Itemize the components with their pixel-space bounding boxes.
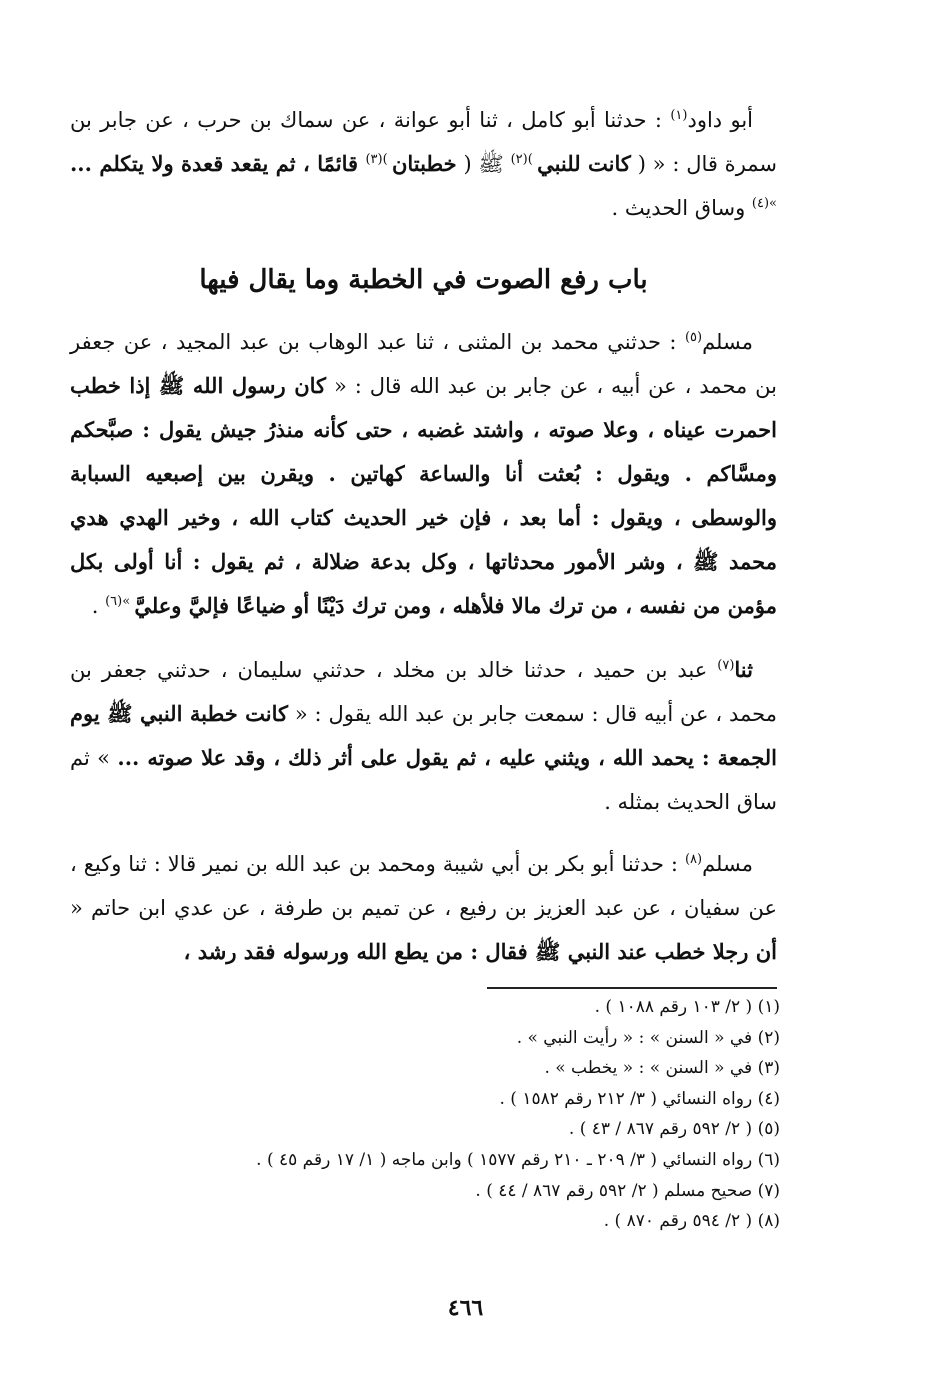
- footnote-3: (٣) في « السنن » : « يخطب » .: [544, 1058, 780, 1079]
- hadith-text: قائمًا ، ثم يقعد قعدة ولا يتكلم ...: [70, 151, 366, 176]
- salutation-text: ﷺ (: [456, 152, 511, 176]
- footnote-8: (٨) ( ٢/ ٥٩٤ رقم ٨٧٠ ) .: [603, 1211, 780, 1232]
- footnotes: [70, 992, 780, 1237]
- paragraph-thana: [70, 648, 777, 824]
- paragraph-muslim-2: [70, 842, 777, 974]
- isnad-text: عبد بن حميد ، حدثنا خالد بن مخلد ، حدثني سليمان ، حدثني جعفر بن محمد ، عن أبيه قال : سمعت جابر بن عبد الله يقول : «: [70, 658, 777, 726]
- footnote-5: (٥) ( ٢/ ٥٩٢ رقم ٨٦٧ / ٤٣ ) .: [568, 1119, 780, 1140]
- narrator-name: ثنا: [734, 657, 753, 682]
- narrator-name: مسلم: [702, 852, 753, 876]
- hadith-text: كانت خطبة النبي ﷺ يوم الجمعة : يحمد الله ، ويثني عليه ، ثم يقول على أثر ذلك ، وقد علا صوته ...: [70, 701, 777, 770]
- isnad-text: : حدثني محمد بن المثنى ، ثنا عبد الوهاب بن عبد المجيد ، عن جعفر بن محمد ، عن أبيه ، عن جابر بن عبد الله قال : «: [70, 330, 777, 398]
- closing-text: .: [91, 594, 106, 618]
- hadith-text: كانت للنبي: [537, 151, 631, 176]
- footnote-ref: (٨): [684, 852, 703, 867]
- footnote-ref: (١): [670, 108, 688, 123]
- isnad-text: : حدثنا أبو كامل ، ثنا أبو عوانة ، عن سماك بن حرب ، عن جابر بن سمرة قال : « (: [70, 108, 778, 176]
- footnote-ref: (٧): [717, 658, 735, 673]
- footnote-6: (٦) رواه النسائي ( ٣/ ٢٠٩ ـ ٢١٠ رقم ١٥٧٧ ) وابن ماجه ( ١/ ١٧ رقم ٤٥ ) .: [256, 1149, 780, 1170]
- isnad-text: : حدثنا أبو بكر بن أبي شيبة ومحمد بن عبد الله بن نمير قالا : ثنا وكيع ، عن سفيان ، عن عبد العزيز بن رفيع ، عن تميم بن طرفة ، عن عدي ابن حاتم «: [70, 852, 777, 920]
- footnote-2: (٢) في « السنن » : « رأيت النبي » .: [516, 1027, 780, 1048]
- footnote-7: (٧) صحيح مسلم ( ٢/ ٥٩٢ رقم ٨٦٧ / ٤٤ ) .: [475, 1180, 780, 1201]
- footnote-ref: »(٤): [751, 196, 777, 211]
- footnote-ref: »(٦): [105, 594, 135, 609]
- page-number: ٤٦٦: [447, 1295, 484, 1321]
- hadith-text: خطبتان: [391, 151, 457, 176]
- footnote-ref: )(٢): [510, 152, 538, 167]
- closing-text: وساق الحديث .: [611, 196, 752, 220]
- hadith-text: أن رجلا خطب عند النبي ﷺ فقال : من يطع الله ورسوله فقد رشد ،: [183, 939, 777, 964]
- hadith-text: كان رسول الله ﷺ إذا خطب احمرت عيناه ، وعلا صوته ، واشتد غضبه ، حتى كأنه منذرُ جيش يقول : صبَّحكم ومسَّاكم . ويقول : بُعثت أنا والساعة كهاتين . ويقرن بين إصبعيه السبابة والوسطى ، ويقول : أما بعد ، فإن خير الحديث كتاب الله ، وخير الهدي هدي محمد ﷺ ، وشر الأمور محدثاتها ، وكل بدعة ضلالة ، ثم يقول : أنا أولى بكل مؤمن من نفسه ، من ترك مالا فلأهله ، ومن ترك دَيْنًا أو ضياعًا فإليَّ وعليَّ: [70, 373, 777, 618]
- narrator-name: مسلم: [702, 330, 753, 354]
- chapter-heading: باب رفع الصوت في الخطبة وما يقال فيها: [199, 265, 648, 295]
- paragraph-muslim-1: [70, 320, 777, 628]
- narrator-name: أبو داود: [687, 108, 754, 132]
- footnote-separator: [487, 987, 777, 989]
- footnote-ref: (٥): [684, 330, 703, 345]
- paragraph-abu-dawud: [70, 98, 777, 230]
- footnote-1: (١) ( ٢/ ١٠٣ رقم ١٠٨٨ ) .: [594, 997, 780, 1017]
- closing-text: » ثم ساق الحديث بمثله .: [70, 746, 777, 814]
- footnote-4: (٤) رواه النسائي ( ٣/ ٢١٢ رقم ١٥٨٢ ) .: [499, 1088, 780, 1109]
- footnote-ref: )(٣): [365, 152, 392, 167]
